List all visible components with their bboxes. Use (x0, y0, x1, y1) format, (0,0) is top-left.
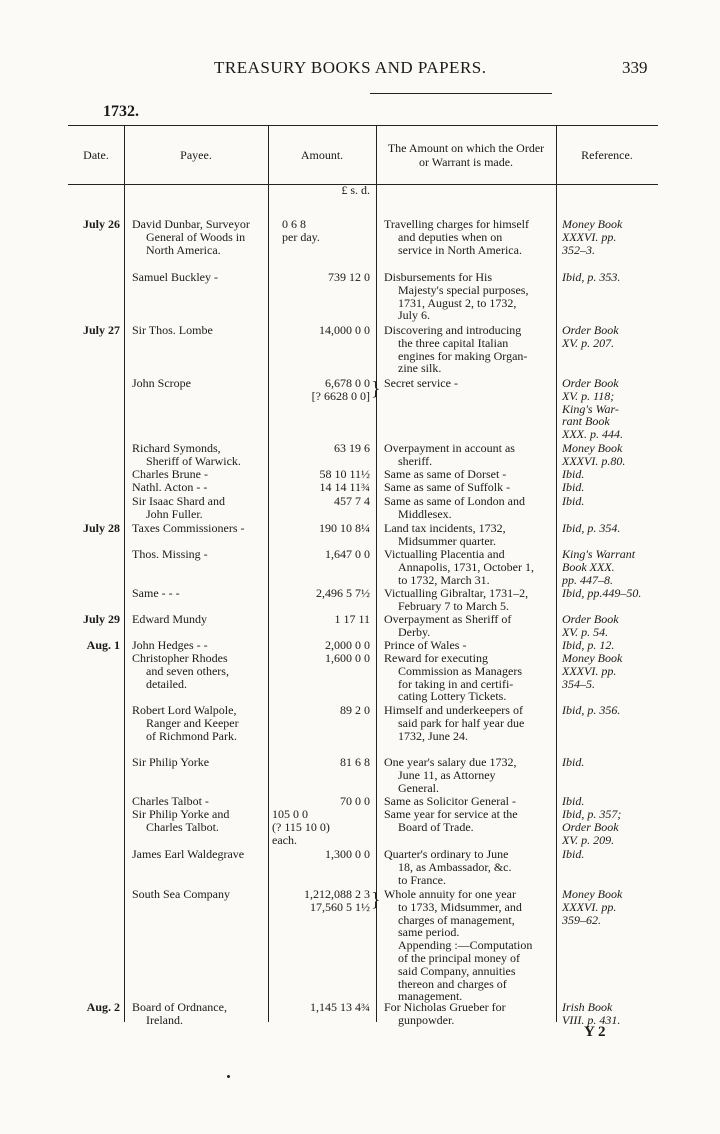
description-cell (384, 613, 550, 639)
amount-cell (270, 271, 370, 284)
reference-cell (562, 481, 656, 494)
payee-cell-line: Charles Talbot - (132, 794, 209, 808)
description-cell (384, 888, 550, 1003)
column-header-payee: Payee. (180, 148, 212, 162)
description-cell-line: service in North America. (398, 242, 522, 257)
reference-cell-line: XV. p. 118; (562, 388, 615, 403)
reference-cell-line: 354–5. (562, 676, 595, 691)
amount-cell-line: 2,000 0 0 (325, 638, 370, 652)
description-cell-line: said park for half year due (398, 715, 525, 730)
reference-cell-line: Order Book (562, 376, 619, 390)
description-cell-line: Derby. (398, 624, 431, 639)
date-cell: July 29 (82, 612, 120, 626)
reference-cell-line: Ibid, p. 354. (562, 521, 621, 535)
signature-mark: Y 2 (584, 1024, 606, 1040)
payee-cell (132, 613, 264, 626)
column-header-date: Date. (83, 148, 109, 162)
payee-cell-line: Edward Mundy (132, 612, 207, 626)
description-cell (384, 587, 550, 613)
reference-cell (562, 324, 656, 350)
payee-cell-line: Christopher Rhodes (132, 651, 228, 665)
description-cell-line: Same as same of Suffolk - (384, 480, 511, 494)
reference-cell-line: Ibid, p. 353. (562, 270, 621, 284)
header-rule (370, 93, 552, 94)
payee-cell (132, 848, 264, 861)
payee-cell-line: John Fuller. (146, 506, 203, 521)
reference-cell-line: Irish Book (562, 1000, 613, 1014)
payee-cell-line: James Earl Waldegrave (132, 847, 245, 861)
reference-cell-line: Money Book (562, 651, 623, 665)
description-cell (384, 808, 550, 834)
payee-cell-line: Same - - - (132, 586, 180, 600)
amount-cell-line: each. (272, 832, 297, 847)
amount-cell (270, 184, 370, 197)
amount-cell-line: 1,212,088 2 3 (304, 887, 370, 901)
payee-cell (132, 888, 264, 901)
reference-cell (562, 218, 656, 256)
payee-cell-line: of Richmond Park. (146, 728, 237, 743)
amount-cell-line: 14,000 0 0 (319, 323, 370, 337)
description-cell-line: For Nicholas Grueber for (384, 1000, 506, 1014)
reference-cell (562, 704, 656, 717)
reference-cell (562, 271, 656, 284)
reference-cell-line: Ibid, p. 357; (562, 807, 622, 821)
description-cell (384, 848, 550, 886)
amount-cell-line: 89 2 0 (340, 703, 370, 717)
payee-cell (132, 756, 264, 769)
description-cell (384, 795, 550, 808)
reference-cell-line: Ibid. (562, 494, 585, 508)
reference-cell-line: Ibid. (562, 480, 585, 494)
description-cell-line: Victualling Gibraltar, 1731–2, (384, 586, 529, 600)
reference-cell (562, 1001, 656, 1027)
reference-cell-line: pp. 447–8. (562, 572, 613, 587)
amount-cell-line: 2,496 5 7½ (316, 586, 370, 600)
amount-cell-line: 14 14 11¾ (319, 480, 370, 494)
description-cell (384, 652, 550, 703)
payee-cell (132, 324, 264, 337)
payee-cell-line: Nathl. Acton - - (132, 480, 208, 494)
amount-cell (270, 1001, 370, 1014)
description-cell-line: One year's salary due 1732, (384, 755, 517, 769)
description-cell-line: same period. (398, 925, 460, 940)
payee-cell-line: and seven others, (146, 663, 229, 678)
payee-cell (132, 587, 264, 600)
payee-cell (132, 522, 264, 535)
payee-cell (132, 795, 264, 808)
reference-cell-line: Ibid. (562, 794, 585, 808)
brace-mark: } (371, 889, 381, 911)
description-cell-line: Same as Solicitor General - (384, 794, 516, 808)
amount-cell (270, 495, 370, 508)
amount-cell (270, 587, 370, 600)
payee-cell-line: John Hedges - - (132, 638, 208, 652)
reference-cell (562, 587, 656, 600)
payee-cell-line: Sir Isaac Shard and (132, 494, 225, 508)
description-cell-line: zine silk. (398, 361, 442, 376)
payee-cell (132, 808, 264, 834)
payee-cell (132, 1001, 264, 1027)
description-cell (384, 1001, 550, 1027)
payee-cell-line: David Dunbar, Surveyor (132, 217, 250, 231)
description-cell (384, 218, 550, 256)
payee-cell-line: North America. (146, 242, 221, 257)
amount-cell (270, 442, 370, 455)
description-cell (384, 442, 550, 468)
payee-cell (132, 639, 264, 652)
description-cell-line: Same year for service at the (384, 807, 518, 821)
amount-cell (270, 704, 370, 717)
brace-mark: } (371, 378, 381, 400)
description-cell (384, 704, 550, 742)
payee-cell (132, 442, 264, 468)
description-cell (384, 495, 550, 521)
description-cell-line: Same as same of Dorset - (384, 467, 507, 481)
description-cell-line: 1731, August 2, to 1732, (398, 295, 517, 310)
reference-cell-line: Money Book (562, 887, 623, 901)
column-divider (376, 126, 377, 1022)
amount-cell-line: 190 10 8¼ (319, 521, 370, 535)
reference-cell-line: Money Book (562, 441, 623, 455)
column-divider (556, 126, 557, 1022)
reference-cell-line: XV. p. 207. (562, 335, 615, 350)
description-cell-line: Annapolis, 1731, October 1, (398, 559, 534, 574)
payee-cell-line: Sir Philip Yorke and (132, 807, 230, 821)
amount-cell (270, 808, 372, 846)
description-cell-line: Majesty's special purposes, (398, 282, 529, 297)
description-cell-line: Whole annuity for one year (384, 887, 516, 901)
reference-cell (562, 495, 656, 508)
payee-cell-line: Charles Brune - (132, 467, 208, 481)
reference-cell-line: 359–62. (562, 912, 601, 927)
page-number: 339 (622, 58, 648, 77)
payee-cell-line: Thos. Missing - (132, 547, 208, 561)
reference-cell-line: Ibid. (562, 847, 585, 861)
amount-cell-line: £ s. d. (341, 183, 370, 197)
payee-cell (132, 377, 264, 390)
amount-cell-line: 1,647 0 0 (325, 547, 370, 561)
payee-cell-line: Sheriff of Warwick. (146, 453, 241, 468)
payee-cell-line: Charles Talbot. (146, 819, 219, 834)
description-cell-line: the three capital Italian (398, 335, 509, 350)
payee-cell (132, 652, 264, 690)
description-cell-line: Himself and underkeepers of (384, 703, 523, 717)
amount-cell-line: per day. (282, 229, 320, 244)
amount-cell-line: 1,300 0 0 (325, 847, 370, 861)
payee-cell-line: Samuel Buckley - (132, 270, 218, 284)
reference-cell-line: King's War- (562, 401, 619, 416)
reference-cell-line: Ibid, pp.449–50. (562, 586, 642, 600)
description-cell (384, 271, 550, 322)
description-cell-line: Prince of Wales - (384, 638, 467, 652)
amount-cell (270, 652, 370, 665)
description-cell-line: for taking in and certifi- (398, 676, 514, 691)
description-cell-line: July 6. (398, 308, 431, 323)
payee-cell-line: Sir Thos. Lombe (132, 323, 213, 337)
description-cell-line: to 1732, March 31. (398, 572, 490, 587)
description-cell (384, 548, 550, 586)
amount-cell-line: 457 7 4 (334, 494, 370, 508)
amount-cell (270, 468, 370, 481)
amount-cell (270, 756, 370, 769)
description-cell-line: to France. (398, 872, 446, 887)
column-header-reference: Reference. (581, 148, 633, 162)
payee-cell-line: General of Woods in (146, 229, 246, 244)
reference-cell-line: rant Book (562, 414, 610, 429)
reference-cell-line: Ibid, p. 12. (562, 638, 615, 652)
payee-cell (132, 481, 264, 494)
description-cell-line: gunpowder. (398, 1012, 455, 1027)
running-header (0, 58, 720, 84)
reference-cell (562, 848, 656, 861)
amount-cell (270, 377, 370, 403)
amount-cell-line: 58 10 11½ (319, 467, 370, 481)
amount-cell-line: 17,560 5 1½ (310, 899, 370, 914)
column-divider (124, 126, 125, 1022)
ink-dot (227, 1075, 230, 1078)
amount-cell-line: 63 19 6 (334, 441, 370, 455)
payee-cell-line: detailed. (146, 676, 187, 691)
reference-cell (562, 808, 656, 846)
table-header-row (68, 126, 658, 185)
payee-cell (132, 704, 264, 742)
payee-cell-line: Taxes Commissioners - (132, 521, 245, 535)
description-cell (384, 639, 550, 652)
description-cell-line: Disbursements for His (384, 270, 492, 284)
reference-cell (562, 522, 656, 535)
amount-cell (270, 613, 370, 626)
description-cell-line: Travelling charges for himself (384, 217, 529, 231)
payee-cell-line: Ranger and Keeper (146, 715, 239, 730)
description-cell (384, 468, 550, 481)
treasury-table (68, 125, 658, 1027)
description-cell-line: management. (398, 989, 463, 1004)
payee-cell-line: Sir Philip Yorke (132, 755, 210, 769)
description-cell-line: Land tax incidents, 1732, (384, 521, 506, 535)
description-cell (384, 522, 550, 548)
description-cell-line: Middlesex. (398, 506, 452, 521)
running-title: TREASURY BOOKS AND PAPERS. (214, 58, 487, 77)
amount-cell-line: 0 6 8 (282, 217, 306, 231)
reference-cell-line: Order Book (562, 612, 619, 626)
amount-cell-line: 739 12 0 (328, 270, 370, 284)
payee-cell-line: John Scrope (132, 376, 191, 390)
reference-cell-line: Ibid. (562, 467, 585, 481)
description-cell-line: Same as same of London and (384, 494, 525, 508)
amount-cell (270, 218, 382, 244)
reference-cell (562, 613, 656, 639)
payee-cell-line: Richard Symonds, (132, 441, 221, 455)
description-cell-line: Midsummer quarter. (398, 533, 496, 548)
reference-cell-line: XV. p. 209. (562, 832, 615, 847)
reference-cell-line: Order Book (562, 819, 619, 834)
description-cell-line: charges of management, (398, 912, 515, 927)
column-header-amount: Amount. (300, 148, 344, 162)
description-cell (384, 324, 550, 375)
reference-cell-line: Book XXX. (562, 559, 615, 574)
description-cell (384, 377, 550, 390)
reference-cell-line: King's Warrant (562, 547, 636, 561)
payee-cell-line: South Sea Company (132, 887, 230, 901)
column-header-order-amount: The Amount on which the Order or Warrant is made. (387, 141, 545, 169)
reference-cell-line: Money Book (562, 217, 623, 231)
reference-cell-line: 352–3. (562, 242, 595, 257)
description-cell-line: Commission as Managers (398, 663, 522, 678)
date-cell: July 26 (82, 217, 120, 231)
payee-cell (132, 548, 264, 561)
description-cell-line: thereon and charges of (398, 976, 507, 991)
description-cell-line: June 11, as Attorney (398, 767, 496, 782)
amount-cell-line: (? 115 10 0) (272, 819, 330, 834)
amount-cell (270, 481, 370, 494)
reference-cell-line: XV. p. 54. (562, 624, 609, 639)
reference-cell-line: Order Book (562, 323, 619, 337)
description-cell-line: Board of Trade. (398, 819, 474, 834)
description-cell-line: cating Lottery Tickets. (398, 689, 507, 704)
column-divider (268, 126, 269, 1022)
reference-cell (562, 468, 656, 481)
description-cell-line: Reward for executing (384, 651, 488, 665)
reference-cell (562, 888, 656, 926)
date-cell: July 27 (82, 323, 120, 337)
date-cell: Aug. 1 (86, 638, 120, 652)
reference-cell-line: XXXVI. pp. (562, 899, 617, 914)
description-cell-line: Victualling Placentia and (384, 547, 505, 561)
date-cell: Aug. 2 (86, 1000, 120, 1014)
amount-cell-line: 1,600 0 0 (325, 651, 370, 665)
amount-cell (270, 848, 370, 861)
amount-cell-line: 105 0 0 (272, 807, 308, 821)
reference-cell (562, 442, 656, 468)
description-cell-line: of the principal money of (398, 950, 520, 965)
description-cell-line: Discovering and introducing (384, 323, 522, 337)
reference-cell-line: XXX. p. 444. (562, 427, 623, 442)
description-cell (384, 481, 550, 494)
reference-cell-line: VIII. p. 431. (562, 1012, 621, 1027)
amount-cell (270, 639, 370, 652)
reference-cell (562, 377, 656, 441)
reference-cell (562, 548, 656, 586)
reference-cell-line: XXXVI. pp. (562, 663, 617, 678)
description-cell-line: General. (398, 780, 439, 795)
reference-cell-line: XXXVI. p.80. (562, 453, 626, 468)
amount-cell (270, 522, 370, 535)
description-cell-line: Overpayment in account as (384, 441, 515, 455)
description-cell-line: said Company, annuities (398, 963, 516, 978)
amount-cell-line: 1,145 13 4¾ (310, 1000, 370, 1014)
reference-cell (562, 795, 656, 808)
amount-cell (270, 324, 370, 337)
description-cell-line: February 7 to March 5. (398, 598, 509, 613)
payee-cell (132, 468, 264, 481)
description-cell-line: 18, as Ambassador, &c. (398, 859, 512, 874)
description-cell-line: sheriff. (398, 453, 433, 468)
amount-cell-line: 6,678 0 0 (325, 376, 370, 390)
description-cell-line: engines for making Organ- (398, 348, 528, 363)
payee-cell-line: Ireland. (146, 1012, 183, 1027)
reference-cell (562, 756, 656, 769)
reference-cell (562, 639, 656, 652)
date-cell: July 28 (82, 521, 120, 535)
reference-cell-line: Ibid, p. 356. (562, 703, 621, 717)
description-cell-line: 1732, June 24. (398, 728, 468, 743)
description-cell-line: Secret service - (384, 376, 458, 390)
amount-cell (270, 795, 370, 808)
description-cell-line: Quarter's ordinary to June (384, 847, 509, 861)
reference-cell-line: XXXVI. pp. (562, 229, 617, 244)
reference-cell-line: Ibid. (562, 755, 585, 769)
amount-cell-line: 81 6 8 (340, 755, 370, 769)
amount-cell (270, 888, 370, 914)
reference-cell (562, 652, 656, 690)
payee-cell-line: Board of Ordnance, (132, 1000, 227, 1014)
payee-cell (132, 271, 264, 284)
payee-cell (132, 218, 264, 256)
description-cell-line: Appending :—Computation (398, 938, 533, 953)
amount-cell-line: [? 6628 0 0] (311, 388, 370, 403)
description-cell (384, 756, 550, 794)
description-cell-line: Overpayment as Sheriff of (384, 612, 512, 626)
amount-cell-line: 1 17 11 (334, 612, 370, 626)
year-heading: 1732. (103, 103, 139, 120)
amount-cell-line: 70 0 0 (340, 794, 370, 808)
description-cell-line: to 1733, Midsummer, and (398, 899, 522, 914)
description-cell-line: and deputies when on (398, 229, 503, 244)
payee-cell (132, 495, 264, 521)
amount-cell (270, 548, 370, 561)
payee-cell-line: Robert Lord Walpole, (132, 703, 237, 717)
